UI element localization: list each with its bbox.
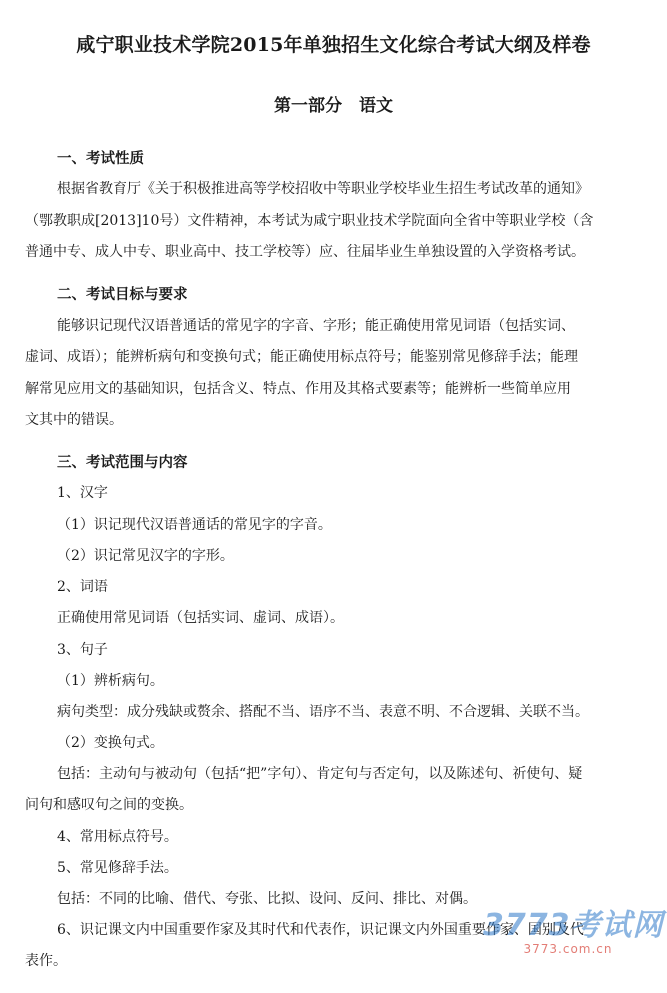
paragraph-line: 普通中专、成人中专、职业高中、技工学校等）应、往届毕业生单独设置的入学资格考试。: [25, 244, 585, 260]
watermark-url: 3773.com.cn: [523, 942, 613, 956]
list-item: 6、识记课文内中国重要作家及其时代和代表作，识记课文内外国重要作家、国别及代: [57, 922, 584, 938]
list-item: 2、词语: [57, 579, 108, 595]
list-item: 表作。: [25, 953, 67, 969]
paragraph-line: 能够识记现代汉语普通话的常见字的字音、字形；能正确使用常见词语（包括实词、: [57, 318, 575, 334]
list-item: 正确使用常见词语（包括实词、虚词、成语）。: [57, 610, 344, 626]
paragraph-line: 虚词、成语）；能辨析病句和变换句式；能正确使用标点符号；能鉴别常见修辞手法；能理: [25, 349, 578, 365]
paragraph-line: 文其中的错误。: [25, 412, 123, 428]
part-heading: 第一部分 语文: [274, 96, 393, 116]
list-item: 包括：主动句与被动句（包括“把”字句）、肯定句与否定句，以及陈述句、祈使句、疑: [57, 766, 583, 782]
list-item: （1）识记现代汉语普通话的常见字的字音。: [57, 517, 332, 533]
list-item: 问句和感叹句之间的变换。: [25, 797, 193, 813]
section-heading-scope: 三、考试范围与内容: [57, 454, 188, 471]
section-heading-exam-nature: 一、考试性质: [57, 150, 144, 167]
list-item: 5、常见修辞手法。: [57, 860, 178, 876]
list-item: 4、常用标点符号。: [57, 829, 178, 845]
document-title: 咸宁职业技术学院2015年单独招生文化综合考试大纲及样卷: [76, 34, 591, 56]
list-item: （2）变换句式。: [57, 735, 164, 751]
list-item: （2）识记常见汉字的字形。: [57, 548, 234, 564]
paragraph-line: 解常见应用文的基础知识，包括含义、特点、作用及其格式要素等；能辨析一些简单应用: [25, 381, 571, 397]
paragraph-line: 根据省教育厅《关于积极推进高等学校招收中等职业学校毕业生招生考试改革的通知》: [57, 181, 589, 197]
paragraph-line: （鄂教职成[2013]10号）文件精神，本考试为咸宁职业技术学院面向全省中等职业学校（含: [25, 213, 594, 229]
list-item: 病句类型：成分残缺或赘余、搭配不当、语序不当、表意不明、不合逻辑、关联不当。: [57, 704, 589, 720]
list-item: 1、汉字: [57, 485, 108, 501]
list-item: （1）辨析病句。: [57, 673, 164, 689]
list-item: 3、句子: [57, 642, 108, 658]
list-item: 包括：不同的比喻、借代、夸张、比拟、设问、反问、排比、对偶。: [57, 891, 477, 907]
site-watermark: [483, 900, 664, 980]
watermark-logo: 3773考试网: [483, 908, 664, 943]
section-heading-goals: 二、考试目标与要求: [57, 286, 188, 303]
